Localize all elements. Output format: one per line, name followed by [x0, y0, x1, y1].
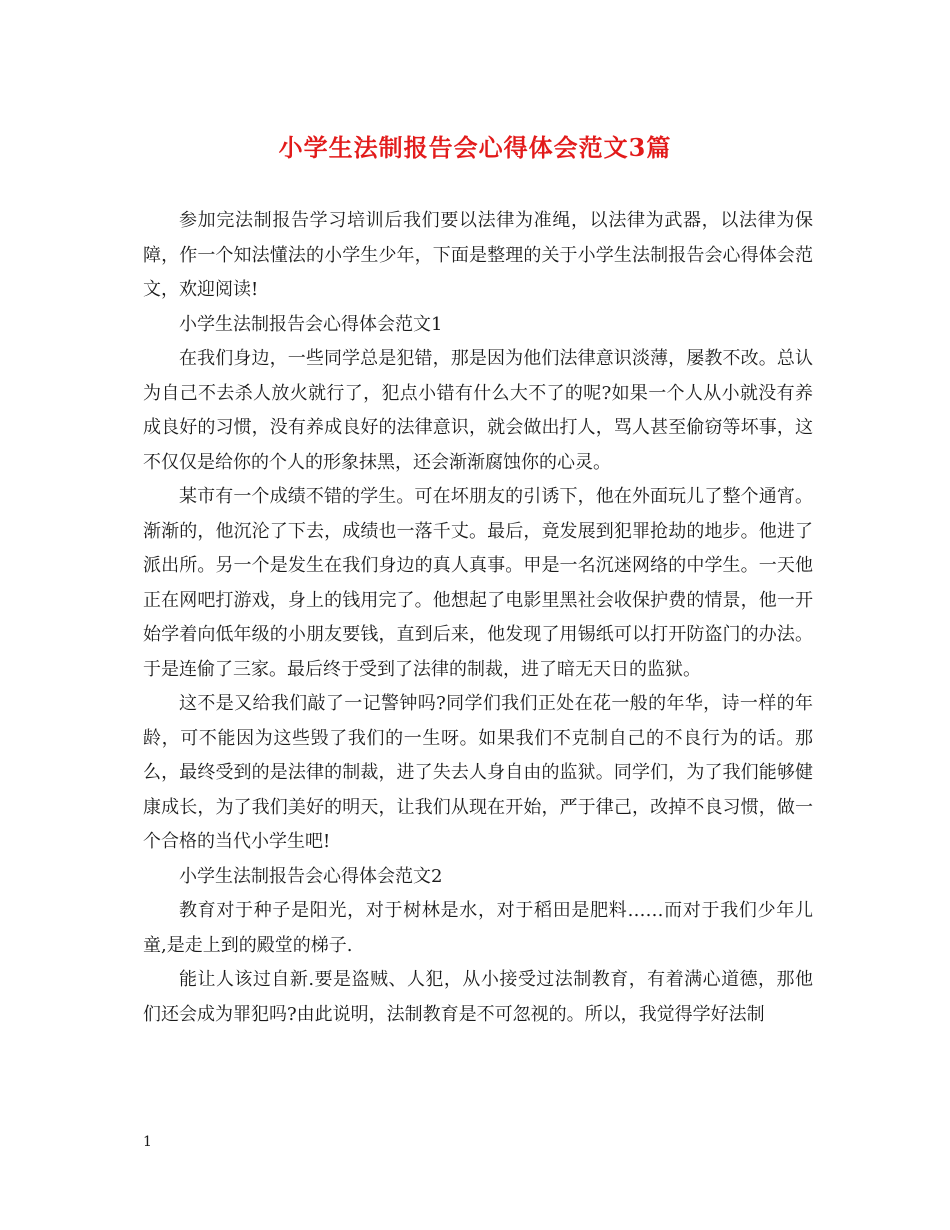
body-paragraph: 某市有一个成绩不错的学生。可在坏朋友的引诱下，他在外面玩儿了整个通宵。渐渐的，他沉沦了下去，成绩也一落千丈。最后，竟发展到犯罪抢劫的地步。他进了派出所。另一个是发生在我们身边的真人真事。甲是一名沉迷网络的中学生。一天他正在网吧打游戏，身上的钱用完了。他想起了电影里黑社会收保护费的情景，他一开始学着向低年级的小朋友要钱，直到后来，他发现了用锡纸可以打开防盗门的办法。于是连偷了三家。最后终于受到了法律的制裁，进了暗无天日的监狱。 [143, 486, 813, 680]
body-paragraph: 能让人该过自新.要是盗贼、人犯，从小接受过法制教育，有着满心道德，那他们还会成为罪犯吗?由此说明，法制教育是不可忽视的。所以，我觉得学好法制 [143, 969, 813, 1025]
document-body [143, 204, 813, 1032]
intro-paragraph: 参加完法制报告学习培训后我们要以法律为准绳，以法律为武器，以法律为保障，作一个知法懂法的小学生少年，下面是整理的关于小学生法制报告会心得体会范文，欢迎阅读! [143, 210, 813, 300]
section-heading-1: 小学生法制报告会心得体会范文1 [179, 313, 443, 335]
page-number: 1 [143, 1134, 152, 1150]
body-paragraph: 这不是又给我们敲了一记警钟吗?同学们我们正处在花一般的年华，诗一样的年龄，可不能因为这些毁了我们的一生呀。如果我们不克制自己的不良行为的话。那么，最终受到的是法律的制裁，进了失去人身自由的监狱。同学们，为了我们能够健康成长，为了我们美好的明天，让我们从现在开始，严于律己，改掉不良习惯，做一个合格的当代小学生吧! [143, 693, 813, 852]
document-title: 小学生法制报告会心得体会范文3篇 [278, 133, 672, 162]
section-heading-2: 小学生法制报告会心得体会范文2 [179, 865, 443, 887]
body-paragraph: 在我们身边，一些同学总是犯错，那是因为他们法律意识淡薄，屡教不改。总认为自己不去杀人放火就行了，犯点小错有什么大不了的呢?如果一个人从小就没有养成良好的习惯，没有养成良好的法律意识，就会做出打人，骂人甚至偷窃等坏事，这不仅仅是给你的个人的形象抹黑，还会渐渐腐蚀你的心灵。 [143, 348, 813, 473]
body-paragraph: 教育对于种子是阳光，对于树林是水，对于稻田是肥料……而对于我们少年儿童,是走上到的殿堂的梯子. [143, 900, 813, 956]
